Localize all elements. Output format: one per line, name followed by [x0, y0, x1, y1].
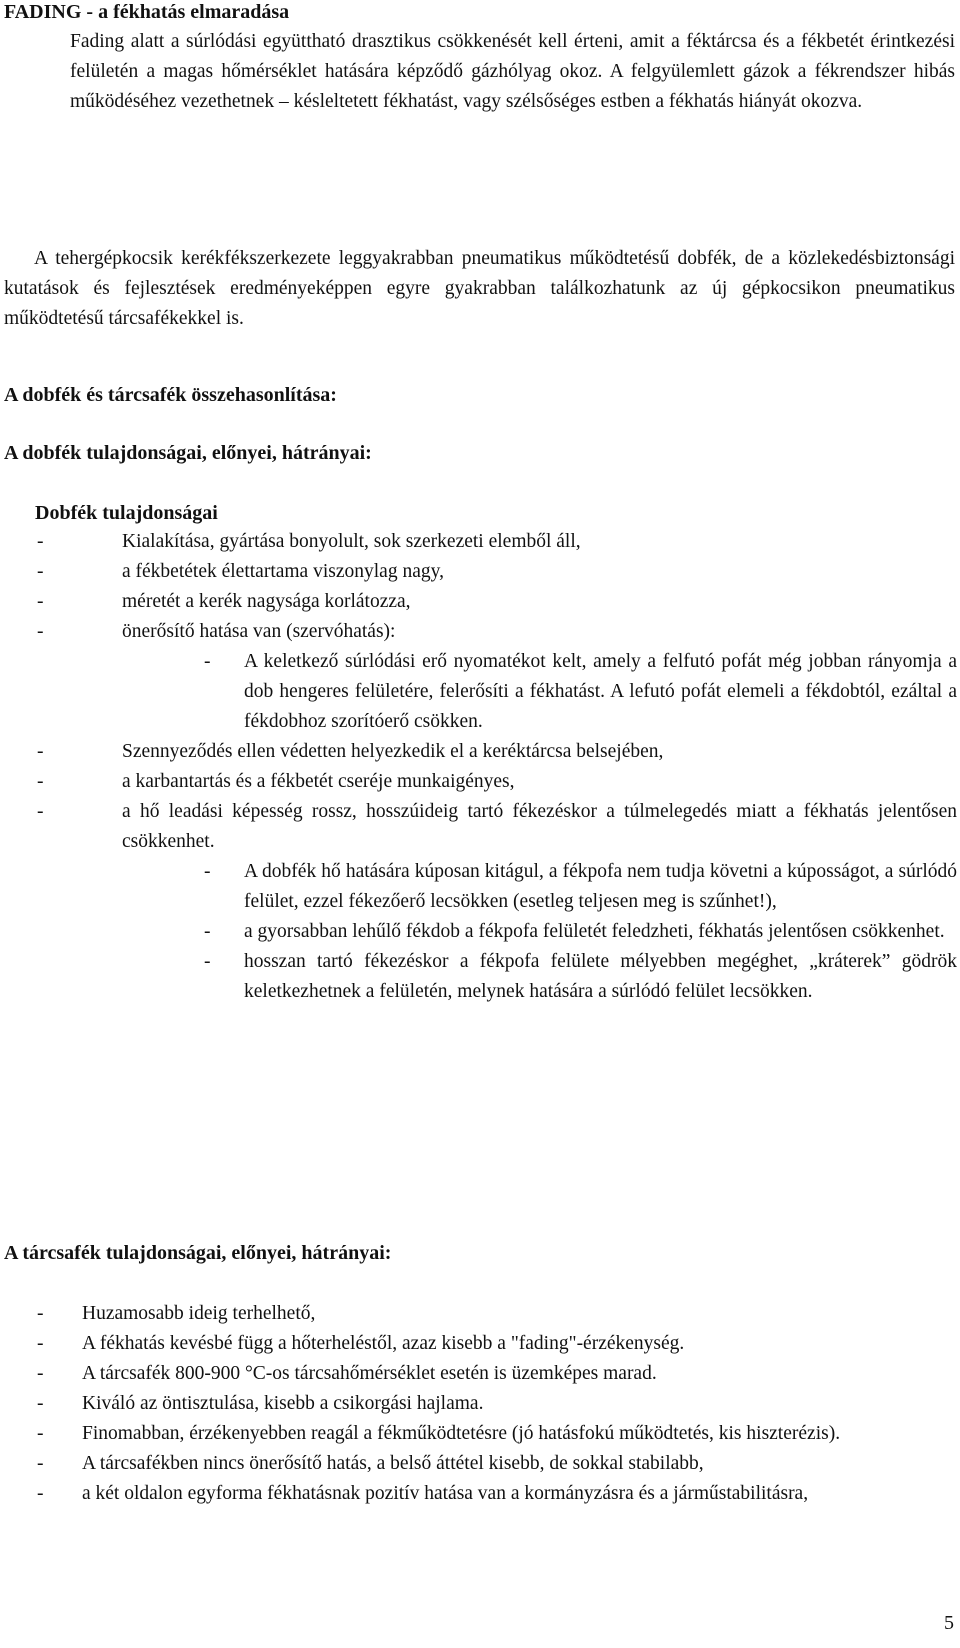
- list-item: - A tárcsafékben nincs önerősítő hatás, a belső áttétel kisebb, de sokkal stabilabb,: [37, 1453, 704, 1474]
- fading-definition-paragraph: Fading alatt a súrlódási együttható drasztikus csökkenését kell érteni, amit a féktárcsa és a fékbetét érintkezési felületén a magas hőmérséklet hatására képződő gázhólyag okoz. A felgyülemlett gázok a fékrendszer hibás működéséhez vezethetnek – késleltetett fékhatást, vagy szélsőséges estben a fékhatás hiányát okozva.: [70, 31, 955, 112]
- heat-sublist: [204, 857, 957, 1007]
- list-item: - a fékbetétek élettartama viszonylag nagy,: [37, 561, 444, 582]
- servo-sublist: [204, 647, 957, 737]
- list-item: - Kialakítása, gyártása bonyolult, sok szerkezeti elemből áll,: [37, 531, 581, 552]
- disc-brake-list: [37, 1299, 957, 1509]
- page-number: 5: [944, 1612, 954, 1634]
- list-item: - Finomabban, érzékenyebben reagál a fékműködtetésre (jó hatásfokú működtetés, kis hiszterézis).: [37, 1423, 841, 1444]
- document-title: FADING - a fékhatás elmaradása: [4, 1, 290, 23]
- list-item: - hosszan tartó fékezéskor a fékpofa felülete mélyebben megéghet, „kráterek” gödrök keletkezhetnek a felületén, melynek hatására a súrlódó felület lecsökken.: [204, 951, 957, 1002]
- list-item: - A dobfék hő hatására kúposan kitágul, a fékpofa nem tudja követni a kúposságot, a súrlódó felület, ezzel fékezőerő lecsökken (esetleg teljesen meg is szűnhet!),: [204, 861, 957, 912]
- subheading-drum-properties: Dobfék tulajdonságai: [35, 502, 218, 524]
- list-item: - Kiváló az öntisztulása, kisebb a csikorgási hajlama.: [37, 1393, 484, 1414]
- list-item: - méretét a kerék nagysága korlátozza,: [37, 591, 411, 612]
- list-item: - A fékhatás kevésbé függ a hőterheléstől, azaz kisebb a "fading"-érzékenység.: [37, 1333, 685, 1354]
- drum-brake-list: [37, 527, 957, 1007]
- list-item: - a két oldalon egyforma fékhatásnak pozitív hatása van a kormányzásra és a járműstabilitásra,: [37, 1483, 809, 1504]
- list-item: - a karbantartás és a fékbetét cseréje munkaigényes,: [37, 771, 515, 792]
- truck-brake-paragraph: A tehergépkocsik kerékfékszerkezete leggyakrabban pneumatikus működtetésű dobfék, de a közlekedésbiztonsági kutatások és fejlesztések eredményeképpen egyre gyakrabban találkozhatunk az új gépkocsikon pneumatikus működtetésű tárcsafékekkel is.: [4, 248, 955, 329]
- list-item: - Szennyeződés ellen védetten helyezkedik el a keréktárcsa belsejében,: [37, 741, 664, 762]
- list-item: - önerősítő hatása van (szervóhatás): - A keletkező súrlódási erő nyomatékot kelt, amely a felfutó pofát még jobban rányomja a dob hengeres felületére, felerősíti a fékhatást. A lefutó pofát elemeli a fékdobtól, ezáltal a fékdobhoz szorítóerő csökken.: [122, 617, 957, 737]
- list-item: - a gyorsabban lehűlő fékdob a fékpofa felületét feledzheti, fékhatás jelentősen csökkenhet.: [204, 921, 945, 942]
- heading-disc-brake: A tárcsafék tulajdonságai, előnyei, hátrányai:: [4, 1242, 392, 1264]
- heading-drum-brake: A dobfék tulajdonságai, előnyei, hátrányai:: [4, 442, 372, 464]
- list-item: - Huzamosabb ideig terhelhető,: [37, 1303, 316, 1324]
- heading-comparison: A dobfék és tárcsafék összehasonlítása:: [4, 384, 337, 406]
- list-item: - A keletkező súrlódási erő nyomatékot kelt, amely a felfutó pofát még jobban rányomja a dob hengeres felületére, felerősíti a fékhatást. A lefutó pofát elemeli a fékdobtól, ezáltal a fékdobhoz szorítóerő csökken.: [204, 651, 957, 732]
- list-item: - a hő leadási képesség rossz, hosszúideig tartó fékezéskor a túlmelegedés miatt a fékhatás jelentősen csökkenhet. - A dobfék hő hatására kúposan kitágul, a fékpofa nem tudja követni a kúposságot, a súrlódó felület, ezzel fékezőerő lecsökken (esetleg teljesen meg is szűnhet!), - a gyorsabban lehűlő fékdob a fékpofa felületét feledzheti, fékhatás jelentősen csökkenhet. - hosszan tartó fékezéskor a fékpofa felülete mélyebben megéghet, „kráterek” gödrök keletkezhetnek a felületén, melynek hatására a súrlódó felület lecsökken.: [122, 797, 957, 1007]
- list-item: - A tárcsafék 800-900 °C-os tárcsahőmérséklet esetén is üzemképes marad.: [37, 1363, 657, 1384]
